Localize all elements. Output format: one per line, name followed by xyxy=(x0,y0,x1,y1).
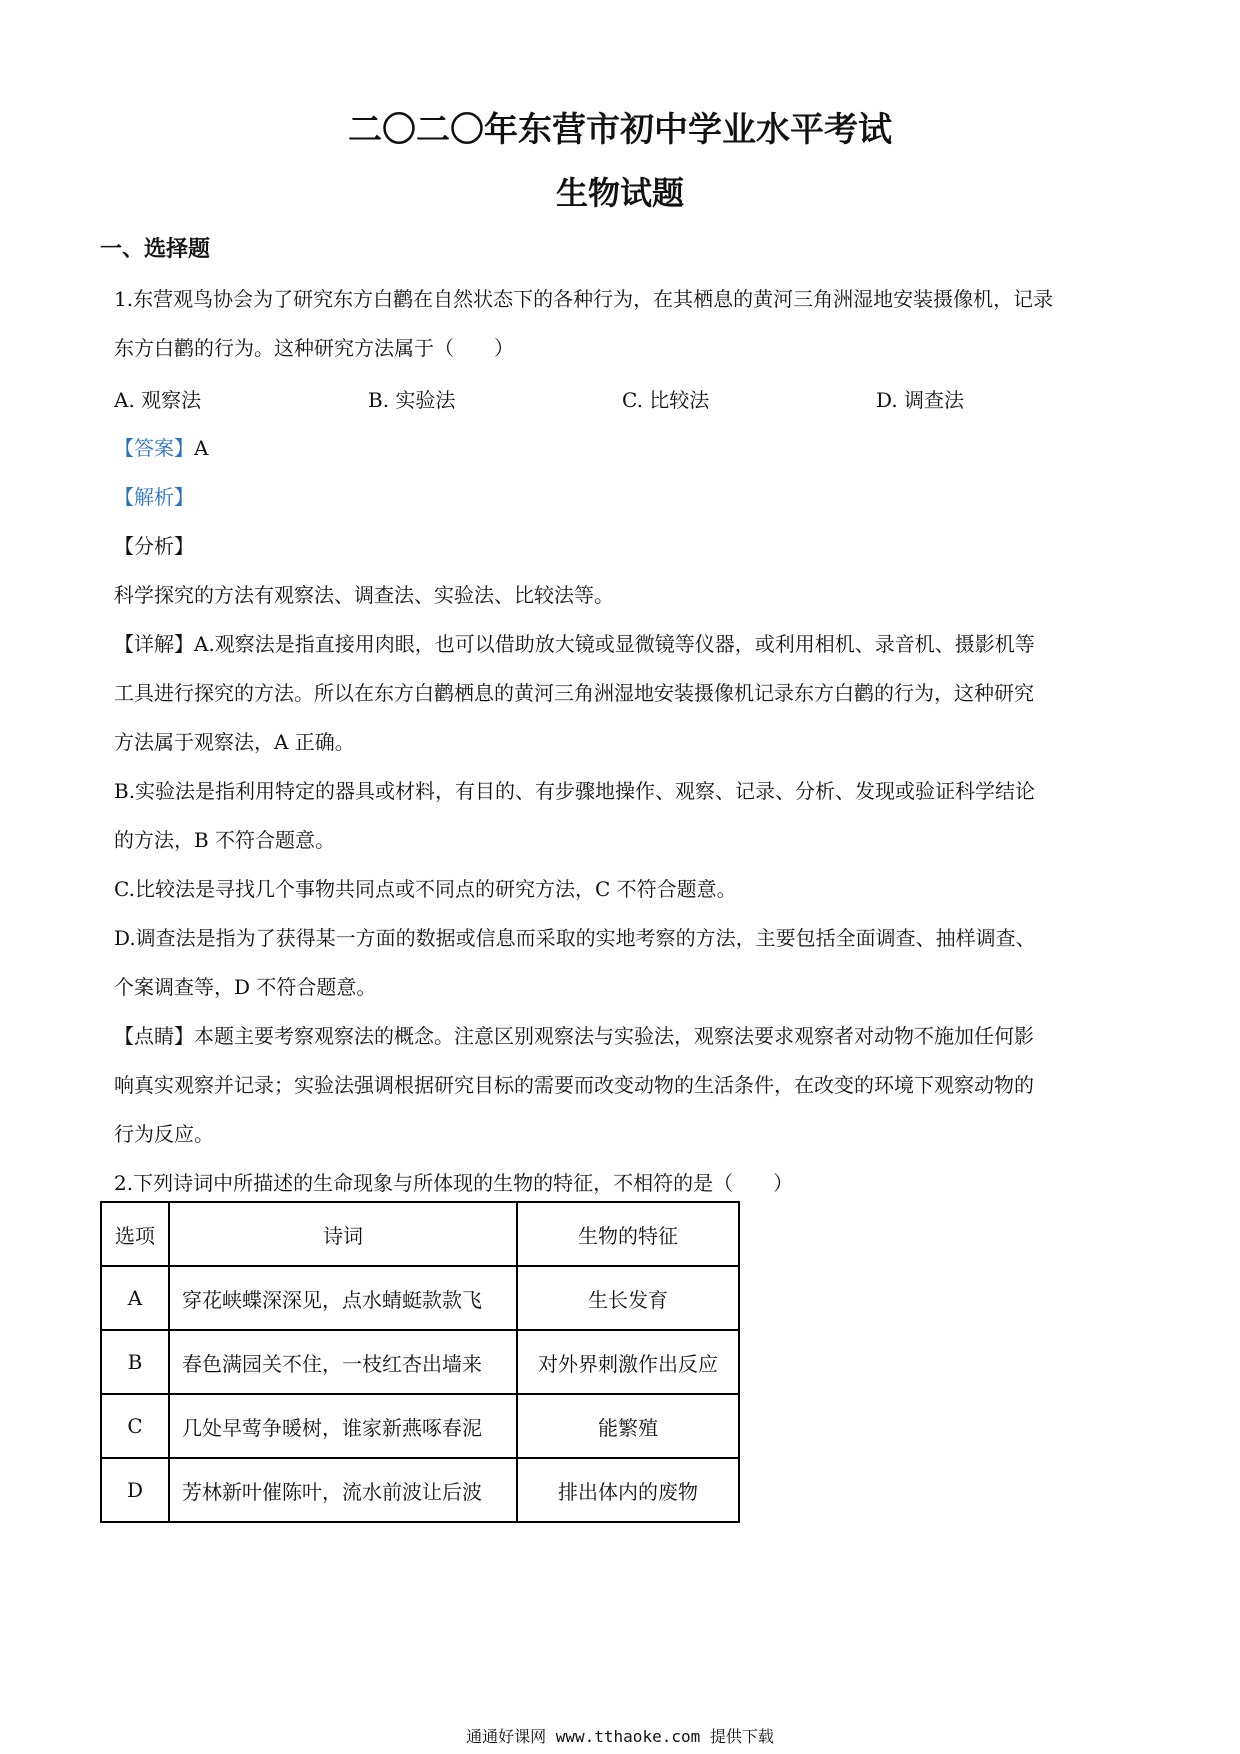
table-row xyxy=(101,1458,739,1522)
q1-option-c: C. 比较法 xyxy=(622,388,710,412)
table-row xyxy=(101,1394,739,1458)
detail-a-line3: 方法属于观察法，A 正确。 xyxy=(114,730,355,754)
cell-poem: 穿花峡蝶深深见，点水蜻蜓款款飞 xyxy=(169,1266,517,1330)
cell-poem: 春色满园关不住，一枝红杏出墙来 xyxy=(169,1330,517,1394)
q1-option-a: A. 观察法 xyxy=(114,388,202,412)
cell-option: B xyxy=(101,1330,169,1394)
cell-poem: 几处早莺争暖树，谁家新燕啄春泥 xyxy=(169,1394,517,1458)
cell-feature: 能繁殖 xyxy=(517,1394,739,1458)
table-row xyxy=(101,1266,739,1330)
detail-d-line2: 个案调查等，D 不符合题意。 xyxy=(114,975,377,999)
header-cell-feature: 生物的特征 xyxy=(517,1202,739,1266)
page-subtitle: 生物试题 xyxy=(555,174,684,212)
cell-option: A xyxy=(101,1266,169,1330)
page-title: 二〇二〇年东营市初中学业水平考试 xyxy=(348,110,892,150)
fenxi-text: 科学探究的方法有观察法、调查法、实验法、比较法等。 xyxy=(114,583,614,607)
cell-option: D xyxy=(101,1458,169,1522)
dianjing-line1: 【点睛】本题主要考察观察法的概念。注意区别观察法与实验法，观察法要求观察者对动物不施加任何影 xyxy=(114,1024,1034,1048)
detail-b-line2: 的方法，B 不符合题意。 xyxy=(114,828,336,852)
cell-poem: 芳林新叶催陈叶，流水前波让后波 xyxy=(169,1458,517,1522)
q1-stem-line1: 1.东营观鸟协会为了研究东方白鹳在自然状态下的各种行为，在其栖息的黄河三角洲湿地安装摄像机，记录 xyxy=(114,287,1054,311)
detail-a-line2: 工具进行探究的方法。所以在东方白鹳栖息的黄河三角洲湿地安装摄像机记录东方白鹳的行为，这种研究 xyxy=(114,681,1034,705)
analysis-label: 【解析】 xyxy=(114,485,194,509)
dianjing-line3: 行为反应。 xyxy=(114,1122,214,1146)
answer-value: A xyxy=(194,436,209,460)
answer-label: 【答案】 xyxy=(114,436,194,460)
detail-d-line1: D.调查法是指为了获得某一方面的数据或信息而采取的实地考察的方法，主要包括全面调查、抽样调查、 xyxy=(114,926,1036,950)
cell-feature: 排出体内的废物 xyxy=(517,1458,739,1522)
cell-feature: 生长发育 xyxy=(517,1266,739,1330)
detail-c: C.比较法是寻找几个事物共同点或不同点的研究方法，C 不符合题意。 xyxy=(114,877,737,901)
fenxi-label: 【分析】 xyxy=(114,534,194,558)
table-row xyxy=(101,1330,739,1394)
q1-option-b: B. 实验法 xyxy=(368,388,456,412)
cell-option: C xyxy=(101,1394,169,1458)
q2-table xyxy=(100,1201,740,1523)
dianjing-line2: 响真实观察并记录；实验法强调根据研究目标的需要而改变动物的生活条件，在改变的环境下观察动物的 xyxy=(114,1073,1034,1097)
table-header-row xyxy=(101,1202,739,1266)
header-cell-option: 选项 xyxy=(101,1202,169,1266)
section-heading: 一、选择题 xyxy=(100,236,211,262)
q1-option-d: D. 调查法 xyxy=(876,388,965,412)
q1-stem-line2: 东方白鹳的行为。这种研究方法属于（ ） xyxy=(114,336,514,360)
q2-stem: 2.下列诗词中所描述的生命现象与所体现的生物的特征，不相符的是（ ） xyxy=(114,1171,794,1195)
q1-answer xyxy=(114,432,1134,461)
detail-b-line1: B.实验法是指利用特定的器具或材料，有目的、有步骤地操作、观察、记录、分析、发现或验证科学结论 xyxy=(114,779,1036,803)
header-cell-poem: 诗词 xyxy=(169,1202,517,1266)
footer-watermark: 通通好课网 www.tthaoke.com 提供下载 xyxy=(466,1727,774,1746)
cell-feature: 对外界刺激作出反应 xyxy=(517,1330,739,1394)
detail-a-line1: 【详解】A.观察法是指直接用肉眼，也可以借助放大镜或显微镜等仪器，或利用相机、录音机、摄影机等 xyxy=(114,632,1035,656)
